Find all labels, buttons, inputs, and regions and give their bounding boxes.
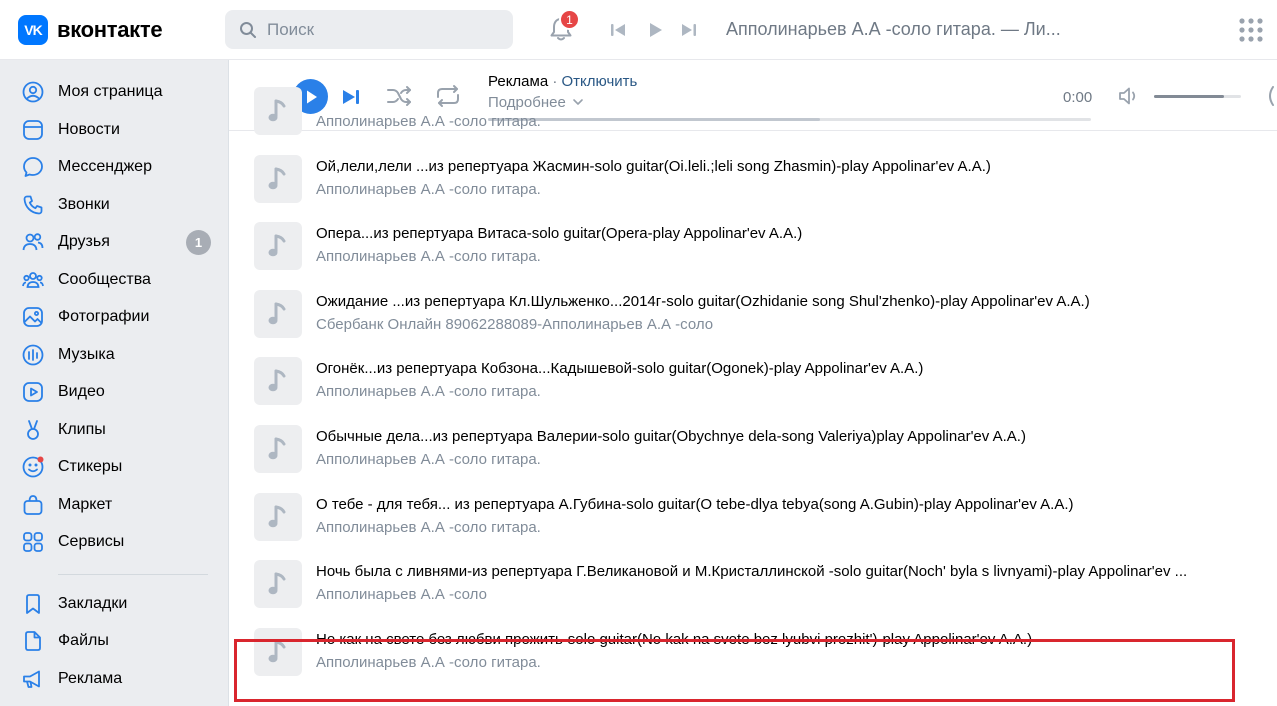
- sidebar-item-clips[interactable]: [0, 412, 229, 448]
- music-note-icon: [267, 368, 289, 394]
- track-row[interactable]: [229, 551, 1277, 618]
- vk-logo-mark: VK: [18, 15, 48, 45]
- sidebar-item-label: Клипы: [58, 421, 106, 438]
- track-cover[interactable]: [254, 628, 302, 676]
- news-icon: [22, 119, 44, 141]
- sidebar-item-services[interactable]: [0, 524, 229, 560]
- track-title[interactable]: Ожидание ...из репертуара Кл.Шульженко...2014г-solo guitar(Ozhidanie song Shul'zhenko)-play Appolinar'ev A.A.): [316, 293, 1090, 310]
- track-cover[interactable]: [254, 290, 302, 338]
- sidebar-item-label: Закладки: [58, 595, 128, 612]
- track-row[interactable]: [229, 78, 1277, 145]
- next-track-icon[interactable]: [679, 20, 699, 40]
- sidebar-item-ads[interactable]: [0, 661, 229, 697]
- sidebar-item-label: Новости: [58, 121, 120, 138]
- track-artist[interactable]: Апполинарьев А.А -соло: [316, 586, 487, 603]
- sidebar-item-messenger[interactable]: [0, 149, 229, 185]
- sidebar-item-label: Фотографии: [58, 308, 150, 325]
- track-row[interactable]: [229, 484, 1277, 551]
- friends-icon: [22, 231, 44, 253]
- sidebar-item-news[interactable]: [0, 112, 229, 148]
- stickers-icon: [22, 456, 44, 478]
- track-artist[interactable]: Апполинарьев А.А -соло гитара.: [316, 248, 541, 265]
- ad-separator: ·: [552, 73, 558, 90]
- track-artist[interactable]: Апполинарьев А.А -соло гитара.: [316, 383, 541, 400]
- music-note-icon: [267, 301, 289, 327]
- video-icon: [22, 381, 44, 403]
- music-note-icon: [267, 166, 289, 192]
- vk-logo[interactable]: [18, 15, 162, 45]
- playback-time: 0:00: [1063, 89, 1093, 106]
- photos-icon: [22, 306, 44, 328]
- ad-label: Реклама: [488, 73, 549, 90]
- sidebar-item-video[interactable]: [0, 374, 229, 410]
- track-row[interactable]: [229, 348, 1277, 415]
- sidebar-item-bookmarks[interactable]: [0, 586, 229, 622]
- search-icon: [239, 21, 257, 39]
- music-icon: [22, 344, 44, 366]
- track-cover[interactable]: [254, 357, 302, 405]
- now-playing-title[interactable]: Апполинарьев А.А -соло гитара. — Ли...: [726, 19, 1061, 39]
- top-header: [0, 0, 1277, 60]
- messenger-icon: [22, 156, 44, 178]
- track-artist[interactable]: Сбербанк Онлайн 89062288089-Апполинарьев А.А -соло: [316, 316, 714, 333]
- track-artist[interactable]: Апполинарьев А.А -соло гитара.: [316, 519, 541, 536]
- music-note-icon: [267, 233, 289, 259]
- sidebar-item-label: Сервисы: [58, 533, 125, 550]
- services-icon: [22, 531, 44, 553]
- track-cover[interactable]: [254, 560, 302, 608]
- track-cover[interactable]: [254, 155, 302, 203]
- search-box[interactable]: [225, 10, 513, 49]
- sidebar-item-photos[interactable]: [0, 299, 229, 335]
- left-sidebar: [0, 60, 229, 706]
- track-cover[interactable]: [254, 222, 302, 270]
- music-note-icon: [267, 639, 289, 665]
- sidebar-item-label: Видео: [58, 383, 105, 400]
- sidebar-item-label: Мессенджер: [58, 158, 152, 175]
- sidebar-item-market[interactable]: [0, 487, 229, 523]
- friends-count-badge: 1: [186, 230, 211, 255]
- music-note-icon: [267, 571, 289, 597]
- profile-icon: [22, 81, 44, 103]
- track-title[interactable]: Ночь была с ливнями-из репертуара Г.Великановой и М.Кристаллинской -solo guitar(Noch' byla s livnyami)-play Appolinar'ev ...: [316, 563, 1188, 580]
- sidebar-item-label: Музыка: [58, 346, 115, 363]
- disable-ads-link[interactable]: Отключить: [561, 73, 638, 90]
- notification-badge: 1: [559, 9, 580, 30]
- files-icon: [22, 630, 44, 652]
- sidebar-item-label: Реклама: [58, 670, 123, 687]
- sidebar-divider: [58, 574, 208, 575]
- track-artist[interactable]: Апполинарьев А.А -соло гитара.: [316, 181, 541, 198]
- track-row[interactable]: [229, 416, 1277, 483]
- search-input[interactable]: [265, 19, 499, 41]
- track-title[interactable]: Но как на свете без любви прожить-solo guitar(No kak na svete bez lyubvi prozhit')-play Appolinar'ev A.A.): [316, 631, 1033, 648]
- sidebar-item-label: Сообщества: [58, 271, 151, 288]
- music-note-icon: [267, 98, 289, 124]
- clips-icon: [22, 419, 44, 441]
- apps-grid-icon[interactable]: [1238, 17, 1264, 43]
- track-title[interactable]: Огонёк...из репертуара Кобзона...Кадышевой-solo guitar(Ogonek)-play Appolinar'ev A.A.): [316, 360, 924, 377]
- track-artist[interactable]: Апполинарьев А.А -соло гитара.: [316, 654, 541, 671]
- vk-logo-text: вконтакте: [57, 17, 163, 42]
- sidebar-item-calls[interactable]: [0, 187, 229, 223]
- track-cover[interactable]: [254, 425, 302, 473]
- play-icon[interactable]: [645, 20, 665, 40]
- track-cover[interactable]: [254, 493, 302, 541]
- music-note-icon: [267, 436, 289, 462]
- communities-icon: [22, 269, 44, 291]
- track-row[interactable]: [229, 146, 1277, 213]
- audio-track-list: [229, 113, 1277, 706]
- market-icon: [22, 494, 44, 516]
- sidebar-item-music[interactable]: [0, 337, 229, 373]
- previous-track-icon[interactable]: [608, 20, 628, 40]
- sidebar-item-label: Маркет: [58, 496, 113, 513]
- sidebar-item-my-page[interactable]: [0, 74, 229, 110]
- track-title[interactable]: Ой,лели,лели ...из репертуара Жасмин-solo guitar(Oi.leli.;leli song Zhasmin)-play Appolinar'ev A.A.): [316, 158, 991, 175]
- track-title[interactable]: Опера...из репертуара Витаса-solo guitar(Opera-play Appolinar'ev A.A.): [316, 225, 803, 242]
- track-row[interactable]: [229, 213, 1277, 280]
- sidebar-item-label: Файлы: [58, 632, 109, 649]
- phone-icon: [22, 194, 44, 216]
- track-title[interactable]: Обычные дела...из репертуара Валерии-solo guitar(Obychnye dela-song Valeriya)play Appolinar'ev A.A.): [316, 428, 1026, 445]
- track-title[interactable]: О тебе - для тебя... из репертуара А.Губина-solo guitar(O tebe-dlya tebya(song A.Gubin)-play Appolinar'ev A.A.): [316, 496, 1074, 513]
- ads-icon: [22, 668, 44, 690]
- sidebar-item-files[interactable]: [0, 623, 229, 659]
- track-artist[interactable]: Апполинарьев А.А -соло гитара.: [316, 451, 541, 468]
- bookmark-icon: [22, 593, 44, 615]
- track-row[interactable]: [229, 619, 1277, 686]
- sidebar-item-label: Друзья: [58, 233, 110, 250]
- track-row[interactable]: [229, 281, 1277, 348]
- sidebar-item-friends[interactable]: [0, 224, 229, 260]
- sidebar-item-label: Стикеры: [58, 458, 123, 475]
- sidebar-item-stickers[interactable]: [0, 449, 229, 485]
- sidebar-item-communities[interactable]: [0, 262, 229, 298]
- more-info-label: Подробнее: [488, 94, 566, 111]
- track-artist[interactable]: Апполинарьев А.А -соло гитара.: [316, 113, 541, 130]
- sidebar-item-label: Моя страница: [58, 83, 163, 100]
- sidebar-item-label: Звонки: [58, 196, 110, 213]
- music-note-icon: [267, 504, 289, 530]
- track-cover[interactable]: [254, 87, 302, 135]
